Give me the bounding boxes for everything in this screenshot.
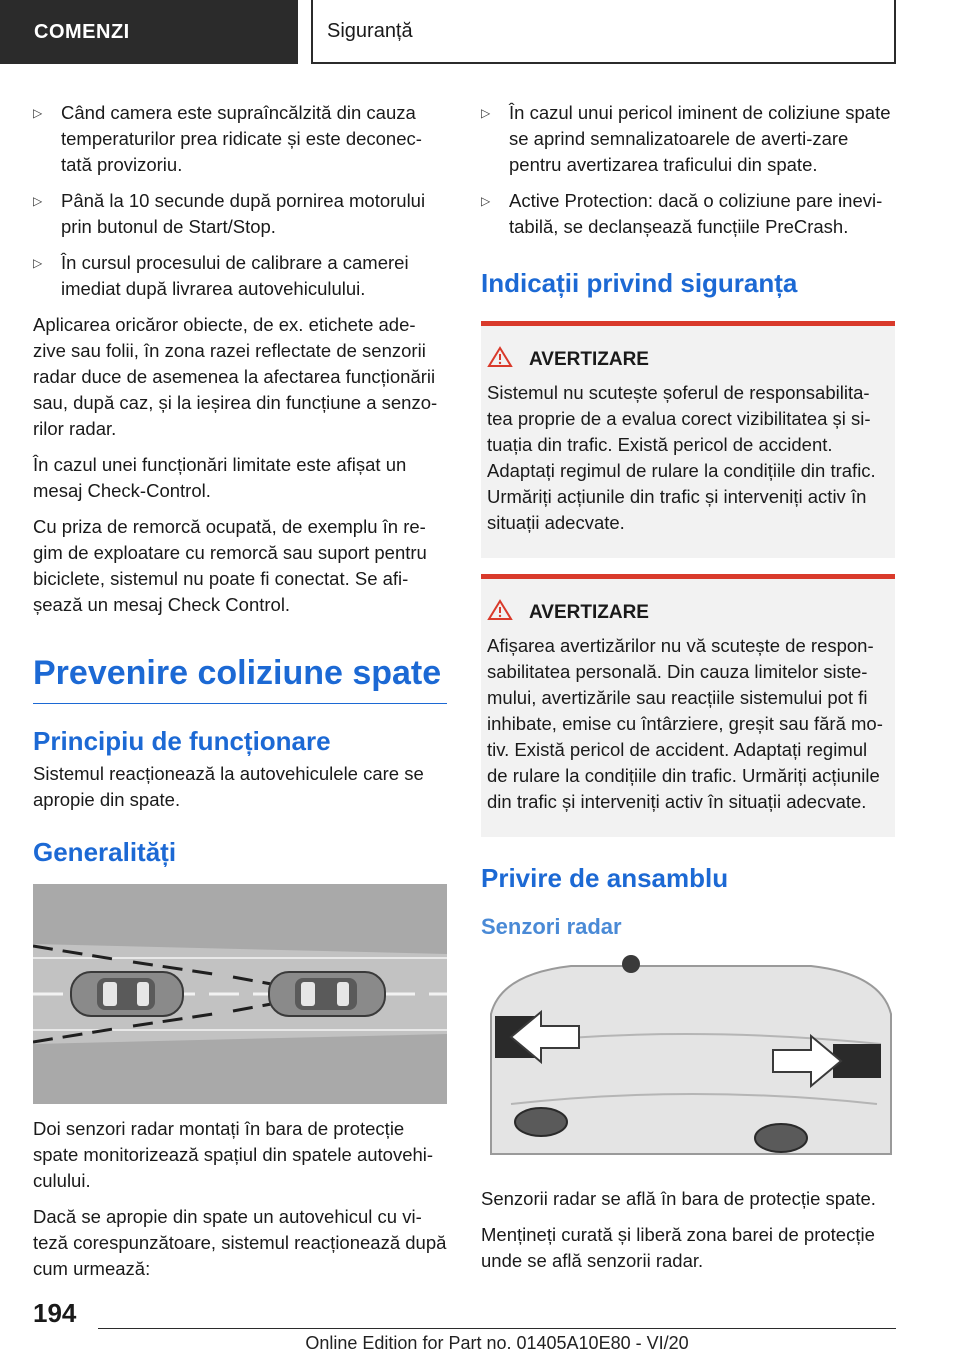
following-car-icon (71, 972, 183, 1016)
list-item: ▷ Până la 10 secunde după pornirea motorului prin butonul de Start/Stop. (33, 188, 447, 240)
chapter-title: Siguranță (327, 19, 413, 42)
warning-triangle-icon (487, 346, 529, 374)
triangle-bullet-icon: ▷ (481, 106, 491, 120)
triangle-bullet-icon: ▷ (33, 106, 43, 120)
paragraph: Cu priza de remorcă ocupată, de exemplu în re-gim de exploatare cu remorcă sau suport pentru biciclete, sistemul nu poate fi conectat. Se afi-șează un mesaj Check Control. (33, 516, 427, 615)
list-item: ▷ Când camera este supraîncălzită din cauza temperaturilor prea ridicate și este deconec-tată provizoriu. (33, 100, 447, 178)
cars-diagram (33, 884, 447, 1104)
page-number: 194 (33, 1298, 77, 1328)
subsection-heading: Senzori radar (481, 914, 622, 939)
section-heading-safety: Indicații privind siguranța (481, 268, 798, 298)
paragraph: Senzorii radar se află în bara de protecție spate. (481, 1188, 876, 1209)
triangle-bullet-icon: ▷ (481, 194, 491, 208)
paragraph: Dacă se apropie din spate un autovehicul cu vi-teză corespunzătoare, sistemul reacționează după cum urmează: (33, 1206, 447, 1279)
warning-title: AVERTIZARE (529, 349, 649, 370)
bumper-diagram (481, 954, 895, 1174)
section-heading: Principiu de funcționare (33, 726, 331, 756)
front-car-icon (269, 972, 385, 1016)
warning-title: AVERTIZARE (529, 602, 649, 623)
triangle-bullet-icon: ▷ (33, 194, 43, 208)
chapter-tab (311, 0, 896, 64)
section-heading-overview: Privire de ansamblu (481, 863, 729, 893)
section-tab (0, 0, 298, 64)
rear-bumper-radar-illustration (481, 954, 895, 1174)
warning-box (481, 574, 895, 837)
warning-text: Afișarea avertizărilor nu vă scutește de respon-sabilitatea personală. Din cauza limitelor siste-mului, avertizările sau reacțiile sistemului pot fi inhibate, emise cu întârziere, greșit sau fără mo-tiv. Există pericol de accident. Adaptați regimul de rulare la condițiile din trafic. Urmăriți acțiunile din trafic și interveniți activ în situații adecvate. (487, 635, 883, 812)
radar-coverage-illustration (33, 884, 447, 1104)
paragraph: Aplicarea oricăror obiecte, de ex. etichete ade-zive sau folii, în zona razei reflectate de senzorii radar duce de asemenea la afectarea funcționării sau, după caz, și la ieșirea din funcțiune a senzo-rilor radar. (33, 314, 438, 439)
warning-text: Sistemul nu scutește șoferul de responsabilita-tea proprie de a evalua corect vizibilitatea și si-tuația din trafic. Există pericol de accident. Adaptați regimul de rulare la condițiile din trafic. Urmăriți acțiunile din trafic și interveniți activ în situații adecvate. (487, 382, 876, 533)
paragraph: Sistemul reacționează la autovehiculele care se apropie din spate. (33, 763, 424, 810)
list-item: ▷ În cazul unui pericol iminent de coliziune spate se aprind semnalizatoarele de averti-zare pentru avertizarea traficului din spate. (481, 100, 895, 178)
list-item: ▷ Active Protection: dacă o coliziune pare inevi-tabilă, se declanșează funcțiile PreCrash. (481, 188, 895, 240)
section-title: COMENZI (34, 20, 130, 43)
warning-box (481, 321, 895, 558)
triangle-bullet-icon: ▷ (33, 256, 43, 270)
paragraph: În cazul unei funcționări limitate este afișat un mesaj Check-Control. (33, 454, 407, 501)
warning-triangle-icon (487, 599, 529, 627)
section-heading-general: Generalități (33, 837, 177, 867)
paragraph: Mențineți curată și liberă zona barei de protecție unde se află senzorii radar. (481, 1224, 875, 1271)
chapter-heading: Prevenire coliziune spate (33, 654, 447, 704)
left-column (33, 100, 447, 1292)
paragraph: Doi senzori radar montați în bara de protecție spate monitorizează spațiul din spatele autovehi-culului. (33, 1118, 434, 1191)
footer-edition: Online Edition for Part no. 01405A10E80 - VI/20 (305, 1333, 689, 1353)
right-column (481, 100, 895, 1284)
list-item: ▷ În cursul procesului de calibrare a camerei imediat după livrarea autovehiculului. (33, 250, 447, 302)
footer-divider (98, 1328, 896, 1329)
